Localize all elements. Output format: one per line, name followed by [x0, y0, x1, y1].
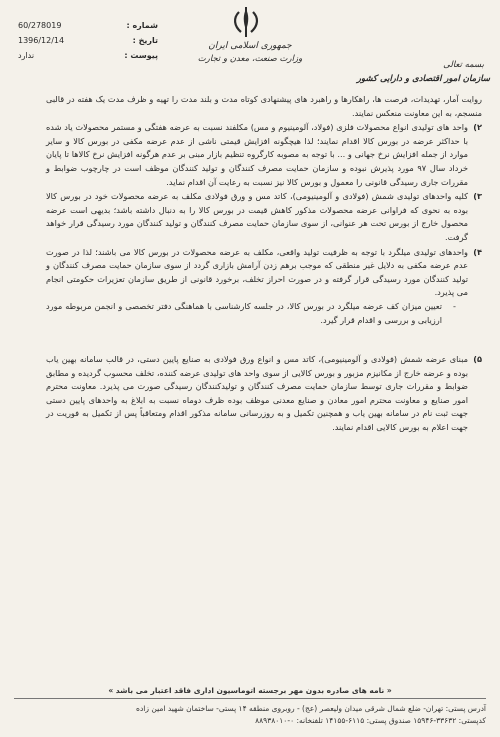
- clause-5-text: مبنای عرضه شمش (فولادی و آلومینیومی)، کاتد مس و انواع ورق فولادی به صنایع پایین دستی، در قالب سامانه بهین یاب بوده و عرضه خارج از مکانیزم مزبور و بورس کالایی از سوی واحد های تولیدی عرضه کننده، تخلف محسوب گردیده و مطابق ضوابط و مقررات جاری توسط سازمان حمایت مصرف کنندگان و تولیدکنندگان رسیدگی صورت می پذیرد. معاونت محترم امور صنایع و معاونت محترم امور معادن و صنایع معدنی موظف بوده ظرف دوماه نسبت به ابلاغ به واحدهای پایین دستی جهت ثبت نام در سامانه بهین یاب و همچنین تکمیل و به روزرسانی سامانه مذکور اقدام ومتعاقباً پس از تکمیل به فوریت در جهت اعلام به بورس کالایی اقدام نمایند.: [46, 354, 468, 433]
- bullet-text: تعیین میزان کف عرضه میلگرد در بورس کالا، در جلسه کارشناسی با هماهنگی دفتر تخصصی و انجمن مربوطه مورد ارزیابی و بررسی و اقدام قرار گیرد.: [46, 300, 442, 325]
- letter-number-label: شماره :: [126, 21, 158, 30]
- clause-2-text: واحد های تولیدی انواع محصولات فلزی (فولاد، آلومینیوم و مس) مکلفند نسبت به عرضه هفتگی و مستمر محصولات یاد شده با حداکثر عرضه در بورس کالا اقدام نمایند؛ لذا هیچگونه افزایش قیمتی ناشی از عدم عرضه مکفی در بورس کالا و سایر موارد از جمله افزایش نرخ جهانی و ... با توجه به مصوبه کارگروه تنظیم بازار مبنی بر عدم هرگونه افزایش نرخ کالاها تا پایان خرداد سال ۹۷ مورد پذیرش نبوده و سازمان حمایت مصرف کنندگان و تولید کنندگان موظف است در چارچوب ضوابط و مقررات جاری رسیدگی قانونی را معمول و بورس کالا نیز نسبت به رعایت آن اقدام نماید.: [46, 122, 469, 187]
- ministry-title: وزارت صنعت، معدن و تجارت: [197, 54, 303, 64]
- letter-attachment-row: [18, 48, 158, 63]
- footer-address: آدرس پستی: تهران- ضلع شمال شرقی میدان ولیعصر (عج) - روبروی منطقه ۱۴ پستی- ساختمان شهید امین زاده: [136, 704, 486, 713]
- clause-4: [46, 246, 482, 300]
- clause-3: [46, 190, 482, 244]
- letter-number-row: [18, 18, 158, 33]
- letter-body: [46, 93, 482, 435]
- footer-contact: کدپستی: ۳۳۶۳۲-۱۵۹۴۶ صندوق پستی: ۶۱۱۵-۱۴۱۵۵ تلفنخانه: ۰-۸۸۹۳۸۰۱۰: [255, 716, 486, 725]
- letter-attachment-value: ندارد: [18, 51, 35, 60]
- letter-date-label: تاریخ :: [132, 36, 158, 45]
- clause-4-text: واحدهای تولیدی میلگرد با توجه به ظرفیت تولید واقعی، مکلف به عرضه محصولات در بورس کالا می باشند؛ لذا در صورت عدم عرضه مکفی به دلایل غیر منطقی که موجب برهم زدن آرامش بازاری گردد از سوی سازمان حمایت مصرف کنندگان و تولید کنندگان مورد رسیدگی قرار گرفته و در صورت احراز تخلف، برخورد قانونی از طریق سازمان تعزیرات حکومتی انجام می پذیرد.: [46, 246, 468, 298]
- iran-emblem-icon: [226, 6, 266, 42]
- clause-4-number: ۴): [473, 246, 482, 257]
- clause-2-number: ۲): [473, 122, 482, 133]
- letter-date-value: 1396/12/14: [18, 36, 65, 45]
- clause-2: [46, 121, 482, 189]
- clause-5-number: ۵): [473, 354, 482, 365]
- country-title: جمهوری اسلامی ایران: [208, 41, 292, 51]
- clause-4-bullet: [46, 300, 482, 327]
- clause-3-number: ۳): [473, 191, 482, 202]
- letter-meta: [18, 18, 158, 63]
- letter-attachment-label: پیوست :: [124, 51, 158, 60]
- bullet-dash: -: [453, 300, 456, 311]
- clause-3-text: کلیه واحدهای تولیدی شمش (فولادی و آلومینیومی)، کاتد مس و ورق فولادی مکلف به عرضه محصولات خود در بورس کالا بوده به نحوی که فراوانی عرضه محصولات مذکور کاهش قیمت در بورس کالا را به دنبال داشته باشد؛ بدیهی است عرضه محصول خارج از بورس تحت هر عنوانی، از سوی سازمان حمایت مصرف کنندگان و تولید کنندگان مورد رسیدگی قرار خواهد گرفت.: [46, 191, 468, 242]
- letter-footer: [14, 686, 486, 727]
- org-name: سازمان امور اقتصادی و دارایی کشور: [356, 74, 490, 84]
- basmala: بسمه تعالی: [443, 60, 484, 70]
- footer-divider: [14, 698, 486, 699]
- letter-number-value: 60/278019: [18, 21, 62, 30]
- validity-note: « نامه های صادره بدون مهر برجسته اتوماسیون اداری فاقد اعتبار می باشد »: [108, 686, 392, 695]
- clause-5: [46, 353, 482, 435]
- intro-paragraph: روایت آمار، تهدیدات، فرصت ها، راهکارها و راهبرد های پیشنهادی کوتاه مدت و بلند مدت را تهیه و ظرف مدت یک هفته در قالبی منسجم، به این معاونت منعکس نمایند.: [46, 94, 482, 118]
- letter-date-row: [18, 33, 158, 48]
- org-block: [280, 60, 490, 84]
